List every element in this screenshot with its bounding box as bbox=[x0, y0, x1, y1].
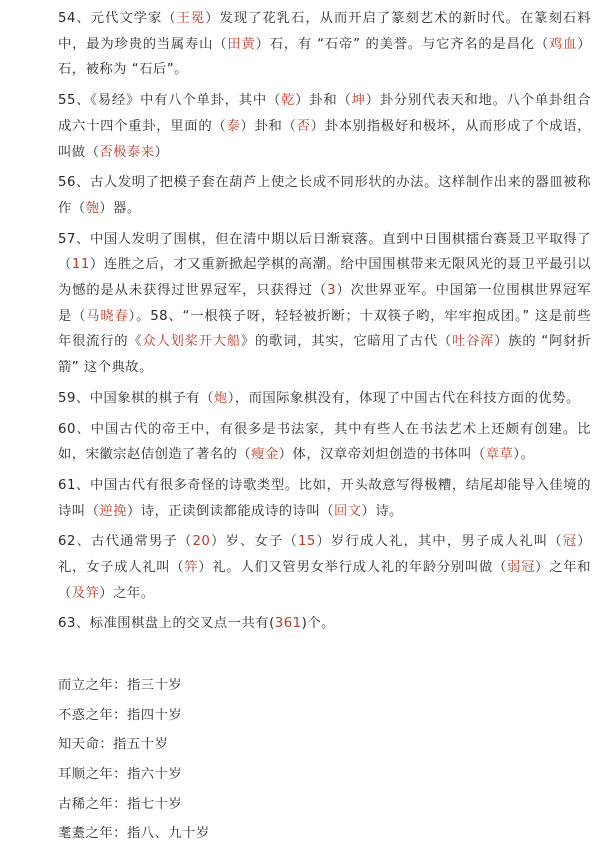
question-text: ） bbox=[154, 144, 169, 160]
question-text: ）卦分别代表天和地。八个单卦组合成六十四个重卦，里面的（ bbox=[58, 93, 592, 134]
answer-text: 否 bbox=[296, 118, 311, 134]
answer-text: 否极泰来 bbox=[99, 144, 155, 160]
answer-text: 15 bbox=[297, 534, 316, 550]
answer-text: 马晓春 bbox=[86, 308, 129, 324]
question-text: 57、中国人发明了围棋，但在清中期以后日渐衰落。直到中日围棋擂台赛聂卫平取得了（ bbox=[58, 231, 591, 273]
question-text: ）体，汉章帝刘炟创造的书体叫（ bbox=[278, 447, 486, 463]
answer-text: 吐谷浑 bbox=[451, 334, 495, 350]
age-term-item: 不惑之年：指四十岁 bbox=[58, 707, 183, 723]
question-text: ）之年和（ bbox=[58, 560, 592, 601]
question-text: 61、中国古代有很多奇怪的诗歌类型。比如，开头故意写得极糟，结尾却能导入佳境的诗叫（ bbox=[58, 477, 591, 519]
question-text: 59、中国象棋的棋子有（ bbox=[58, 390, 214, 406]
answer-text: 坤 bbox=[351, 93, 366, 109]
question-text: ）卦和（ bbox=[240, 118, 297, 134]
question-item bbox=[58, 473, 591, 524]
question-text: 》的歌词，其实，它暗用了古代（ bbox=[240, 334, 452, 350]
question-text: ）石，被称为 “石后”。 bbox=[58, 36, 592, 78]
question-text: ）诗。 bbox=[361, 503, 403, 519]
question-text: ）卦和（ bbox=[295, 93, 352, 109]
question-text: ）次世界亚军。中国第一位围棋世界冠军是（ bbox=[58, 283, 592, 324]
question-text: ）岁、女子（ bbox=[210, 534, 298, 550]
question-text: 56、古人发明了把模子套在葫芦上使之长成不同形状的办法。这样制作出来的器皿被称作（ bbox=[58, 175, 591, 216]
question-item bbox=[58, 6, 591, 83]
question-text: ）发现了花乳石，从而开启了篆刻艺术的新时代。在篆刻石料中，最为珍贵的当属寿山（ bbox=[58, 11, 592, 52]
question-text: 55、《易经》中有八个单卦，其中（ bbox=[58, 93, 282, 109]
age-term-item: 而立之年：指三十岁 bbox=[58, 678, 183, 694]
question-item bbox=[58, 529, 591, 606]
age-term-item: 耄耋之年：指八、九十岁 bbox=[58, 826, 210, 842]
question-text: ）石，有 “石帝” 的美誉。与它齐名的是昌化（ bbox=[255, 36, 549, 52]
question-item bbox=[58, 170, 591, 221]
question-text: ）卦本别指极好和极坏，从而形成了个成语，叫做（ bbox=[58, 118, 592, 160]
question-text: ）器。 bbox=[99, 200, 141, 216]
question-text: 62、古代通常男子（ bbox=[58, 534, 193, 550]
question-text: ）诗，正读倒读都能成诗的诗叫（ bbox=[126, 503, 334, 519]
question-text: 60、中国古代的帝王中，有很多是书法家，其中有些人在书法艺术上还颇有创建。比如，宋徽宗赵佶创造了著名的（ bbox=[58, 421, 591, 463]
age-term-item: 古稀之年：指七十岁 bbox=[58, 796, 183, 812]
question-text: 54、元代文学家（ bbox=[58, 11, 177, 26]
answer-text: 361 bbox=[274, 616, 302, 632]
question-text: ），而国际象棋没有，体现了中国古代在科技方面的优势。 bbox=[227, 390, 580, 406]
question-item bbox=[58, 386, 591, 412]
age-term-item: 耳顺之年：指六十岁 bbox=[58, 766, 183, 782]
question-item bbox=[58, 611, 591, 637]
age-term-item: 知天命：指五十岁 bbox=[58, 737, 169, 753]
answer-text: 匏 bbox=[85, 200, 100, 216]
answer-text: 逆挽 bbox=[99, 503, 127, 519]
question-text: ）。58、“一根筷子呀，轻轻被折断；十双筷子哟，牢牢抱成团。” 这是前些年很流行的《 bbox=[58, 308, 592, 350]
answer-text: 及笄 bbox=[71, 585, 100, 601]
answer-text: 王冕 bbox=[176, 11, 206, 26]
answer-text: 炮 bbox=[213, 390, 228, 406]
answer-text: 冠 bbox=[562, 534, 578, 550]
question-text: ）之年。 bbox=[99, 585, 155, 601]
answer-text: 鸡血 bbox=[549, 36, 578, 52]
question-text: ）礼。人们又管男女举行成人礼的年龄分别叫做（ bbox=[198, 560, 508, 576]
age-term-list bbox=[58, 673, 591, 847]
answer-text: 3 bbox=[327, 283, 337, 299]
answer-text: 田黄 bbox=[227, 36, 256, 52]
question-text: ）。 bbox=[513, 447, 535, 463]
answer-text: 章草 bbox=[485, 447, 514, 463]
answer-text: 回文 bbox=[333, 503, 362, 519]
question-list bbox=[58, 6, 591, 637]
answer-text: 20 bbox=[192, 534, 211, 550]
question-item bbox=[58, 227, 591, 381]
answer-text: 乾 bbox=[281, 93, 296, 109]
question-text: ）岁行成人礼，其中，男子成人礼叫（ bbox=[315, 534, 563, 550]
answer-text: 瘦金 bbox=[251, 447, 279, 463]
question-item bbox=[58, 88, 591, 165]
question-text: )个。 bbox=[301, 616, 335, 632]
answer-text: 笄 bbox=[184, 560, 199, 576]
answer-text: 泰 bbox=[226, 118, 241, 134]
answer-text: 弱冠 bbox=[507, 560, 536, 576]
answer-text: 众人划桨开大船 bbox=[142, 334, 241, 350]
question-text: ）礼，女子成人礼叫（ bbox=[58, 534, 592, 576]
section-gap bbox=[58, 642, 591, 673]
question-text: 63、标准围棋盘上的交叉点一共有( bbox=[58, 616, 275, 632]
answer-text: 11 bbox=[71, 257, 90, 273]
question-text: ）族的 “阿豺折箭” 这个典故。 bbox=[58, 334, 592, 376]
question-item bbox=[58, 417, 591, 468]
question-text: ）连胜之后，才又重新掀起学棋的高潮。给中国围棋带来无限风光的聂卫平最引以为憾的是从未获得过世界冠军，只获得过（ bbox=[58, 257, 591, 299]
